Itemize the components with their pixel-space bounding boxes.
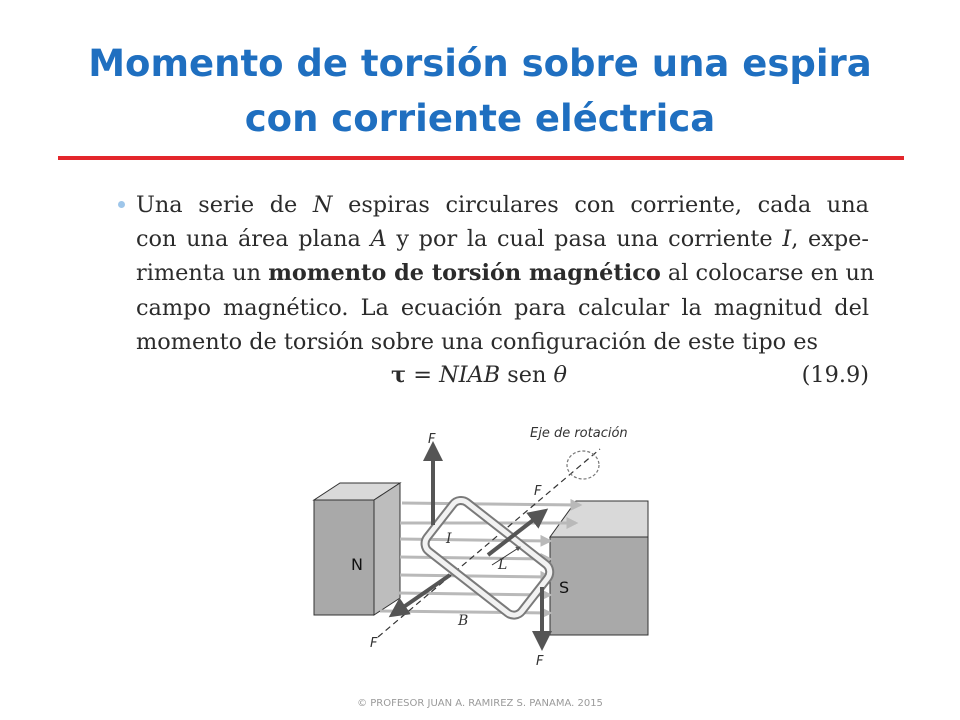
highlighted-term: momento de torsión magnético bbox=[268, 260, 661, 287]
current-label: I bbox=[446, 531, 452, 547]
length-label: L bbox=[498, 557, 508, 573]
force-label-top: F bbox=[428, 432, 436, 447]
slide-title bbox=[40, 36, 920, 146]
south-magnet bbox=[550, 501, 648, 635]
title-line-2: con corriente eléctrica bbox=[244, 97, 716, 140]
paragraph-line-5: momento de torsión sobre una configuración de este tipo es bbox=[136, 328, 818, 355]
torque-loop-diagram bbox=[300, 415, 660, 680]
equation-number: (19.9) bbox=[801, 362, 869, 388]
paragraph-line-3: rimenta un momento de torsión magnético al colocarse en un bbox=[136, 260, 875, 287]
axis-label: Eje de rotación bbox=[530, 426, 628, 441]
field-label: B bbox=[458, 613, 469, 629]
paragraph-line-2: con una área plana A y por la cual pasa una corriente I, expe- bbox=[136, 226, 869, 253]
equation-row bbox=[136, 360, 869, 396]
bullet-icon bbox=[118, 201, 125, 208]
force-label-upper-right: F bbox=[534, 484, 542, 499]
copyright-footer: © PROFESOR JUAN A. RAMIREZ S. PANAMA. 2015 bbox=[357, 698, 603, 709]
title-line-1: Momento de torsión sobre una espira bbox=[88, 42, 872, 85]
rotation-arrow-icon bbox=[567, 451, 599, 479]
south-pole-label: S bbox=[559, 578, 570, 597]
bullet-paragraph bbox=[136, 188, 875, 359]
north-magnet bbox=[314, 483, 400, 615]
force-label-bottom-left: F bbox=[370, 636, 378, 651]
north-pole-label: N bbox=[351, 555, 363, 574]
title-underline bbox=[58, 156, 904, 160]
paragraph-line-1: Una serie de N espiras circulares con corriente, cada una bbox=[136, 192, 869, 218]
torque-formula: τ = NIAB sen θ bbox=[391, 362, 568, 388]
force-label-bottom-right: F bbox=[536, 654, 544, 669]
paragraph-line-4: campo magnético. La ecuación para calcular la magnitud del bbox=[136, 294, 869, 321]
